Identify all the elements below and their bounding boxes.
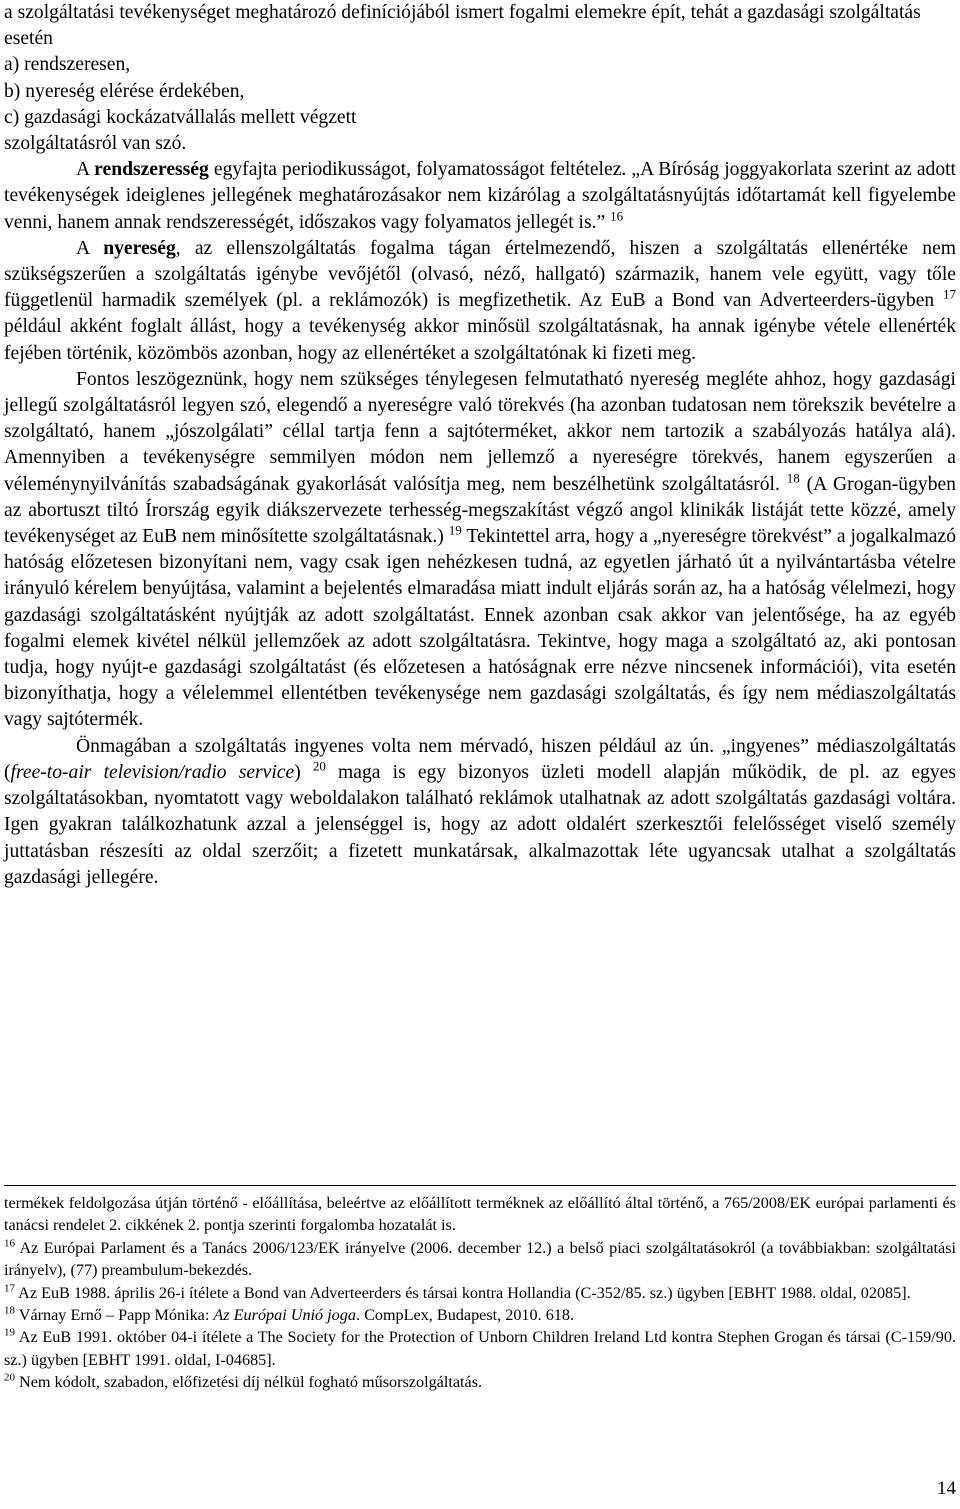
- paragraph-lead-end: szolgáltatásról van szó.: [4, 133, 187, 155]
- body-text: [4, 0, 956, 891]
- paragraph-nyereseg: A nyereség, az ellenszolgáltatás fogalma tágan értelmezendő, hiszen a szolgáltatás ellenértéke nem szükségszerűen a szolgáltatás igénybe vevőjétől (olvasó, néző, hallgató) származik, hanem vele együtt, vagy tőle függetlenül harmadik személyek (pl. a reklámozók) is megfizethetik. Az EuB a Bond van Adverteerders-ügyben $^{17}$ például akként foglalt állást, hogy a tevékenység akkor minősül szolgáltatásnak, ha annak igénybe vétele ellenérték fejében történik, közömbös azonban, hogy az ellenértéket a szolgáltatónak ki fizeti meg.: [4, 237, 957, 364]
- list-item-c: c) gazdasági kockázatvállalás mellett végzett: [4, 106, 357, 128]
- paragraph-lead: a szolgáltatási tevékenységet meghatározó definíciójából ismert fogalmi elemekre épít, tehát a gazdasági szolgáltatás esetén: [4, 2, 921, 50]
- footnote-number: 19: [4, 1327, 15, 1340]
- footnote-ref-19[interactable]: 19: [448, 522, 462, 538]
- footnote-number: 18: [4, 1304, 15, 1317]
- term-rendszeresseg: rendszeresség: [94, 159, 209, 181]
- footnote-ref-18[interactable]: 18: [786, 470, 800, 486]
- footnote-number: 17: [4, 1282, 15, 1295]
- footnote-ref-16[interactable]: 16: [610, 208, 624, 224]
- paragraph-ingyenes: Önmagában a szolgáltatás ingyenes volta nem mérvadó, hiszen például az ún. „ingyenes” médiaszolgáltatás (free-to-air television/radio service) $^{20}$ maga is egy bizonyos üzleti modell alapján működik, de pl. az egyes szolgáltatásokban, nyomtatott vagy weboldalakon található reklámok utalhatnak az adott szolgáltatás gazdasági voltára. Igen gyakran találkozhatunk azzal a jelenséggel is, hogy az adott oldalért szerkesztői felelősséget viselő személy juttatásban részesíti az oldal szerzőit; a fizetett munkatársak, alkalmazottak léte ugyancsak utalhat a szolgáltatás gazdasági jellegére.: [4, 735, 956, 888]
- footnote-ref-17[interactable]: 17: [943, 286, 956, 302]
- footnote-continued: termékek feldolgozása útján történő - előállítása, beleértve az előállított terméknek az előállító által történő, a 765/2008/EK európai parlamenti és tanácsi rendelet 2. cikkének 2. pontja szerinti forgalomba hozatalát is.: [4, 1194, 956, 1235]
- footnote-number: 20: [4, 1371, 15, 1384]
- paragraph-rendszeresseg: A rendszeresség egyfajta periodikusságot, folyamatosságot feltételez. „A Bíróság joggyakorlata szerint az adott tevékenységek ideiglenes jellegének meghatározásakor nem kizárólag a szolgáltatásnyújtás időtartamát kell figyelembe venni, hanem annak rendszerességét, időszakos vagy folyamatos jellegét is.” $^{16}$: [4, 159, 957, 233]
- page-number: 14: [937, 1478, 956, 1499]
- italic-term: free-to-air television/radio service: [10, 761, 295, 783]
- footnote-16: $^{16}$ Az Európai Parlament és a Tanács 2006/123/EK irányelve (2006. december 12.) a belső piaci szolgáltatásokról (a továbbiakban: szolgáltatási irányelv), (77) preambulum-bekezdés.: [4, 1237, 956, 1280]
- term-nyereseg: nyereség: [103, 237, 176, 259]
- list-item-b: b) nyereség elérése érdekében,: [4, 80, 245, 102]
- footnotes: [4, 1192, 956, 1394]
- footnote-17: $^{17}$ Az EuB 1988. április 26-i ítélete a Bond van Adverteerders és társai kontra Hollandia (C-352/85. sz.) ügyben [EBHT 1988. oldal, 02085].: [4, 1282, 911, 1302]
- footnote-ref-20[interactable]: 20: [312, 758, 326, 774]
- paragraph-fontos: Fontos leszögeznünk, hogy nem szükséges ténylegesen felmutatható nyereség megléte ahhoz, hogy gazdasági jellegű szolgáltatásról legyen szó, elegendő a nyereségre való törekvés (ha azonban tudatosan nem törekszik bevételre a szolgáltató, hanem „jószolgálati” céllal tartja fenn a sajtóterméket, akkor nem tartozik a szabályozás hatálya alá). Amennyiben a tevékenységre semmilyen módon nem jellemző a nyereségre törekvés, hanem egyszerűen a véleménynyilvánítás szabadságának gyakorlását valósítja meg, nem beszélhetünk szolgáltatásról. $^{18}$ (A Grogan-ügyben az abortuszt tiltó Írország egyik diákszervezete terhesség-megszakítást végző angol klinikák listáját tette közzé, amely tevékenységet az EuB nem minősítette szolgáltatásnak.) $^{19}$ Tekintettel arra, hogy a „nyereségre törekvést” a jogalkalmazó hatóság előzetesen bizonyítani nem, vagy csak igen nehézkesen tudná, az egyetlen járható út a nyilvántartásba vételre irányuló kérelem benyújtása, valamint a bejelentés elmaradása miatt indult eljárás során az, ha a hatóság vélelmezi, hogy gazdasági szolgáltatásként nyújtják az adott szolgáltatást. Ennek azonban csak akkor van jelentősége, ha az egyéb fogalmi elemek kivétel nélkül jellemzőek az adott szolgáltatásra. Tekintve, hogy maga a szolgáltató az, aki pontosan tudja, hogy nyújt-e gazdasági szolgáltatást (és előzetesen a hatóságnak erre nézve nincsenek információi), vita esetén bizonyíthatja, hogy a vélelemmel ellentétben tevékenysége nem gazdasági szolgáltatás, és így nem médiaszolgáltatás vagy sajtótermék.: [4, 368, 956, 731]
- list-item-a: a) rendszeresen,: [4, 54, 131, 76]
- footnote-19: $^{19}$ Az EuB 1991. október 04-i ítélete a The Society for the Protection of Unborn Children Ireland Ltd kontra Stephen Grogan és társai (C-159/90. sz.) ügyben [EBHT 1991. oldal, I-04685].: [4, 1327, 956, 1369]
- footnote-20: $^{20}$ Nem kódolt, szabadon, előfizetési díj nélkül fogható műsorszolgáltatás.: [4, 1371, 483, 1392]
- footnote-18: $^{18}$ Várnay Ernő – Papp Mónika: Az Európai Unió joga. CompLex, Budapest, 2010. 618.: [4, 1304, 575, 1325]
- footnote-separator: [4, 1185, 956, 1186]
- footnote-number: 16: [4, 1237, 15, 1250]
